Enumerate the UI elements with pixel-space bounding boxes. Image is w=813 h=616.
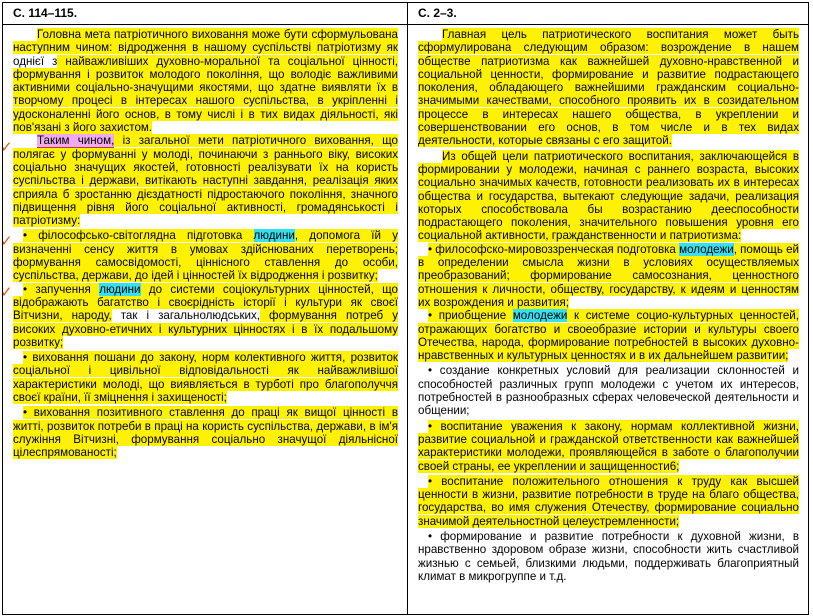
right-list-item-6: • формирование и развитие потребности к духовной жизни, в нравственно здоровом образе жизни, способности жить счастливой жизнью с семьей, близкими людьми, поддерживать благоприятный климат в микрогруппе и т.д. [418,529,799,583]
right-list-item-1: • философско-мировоззренческая подготовка молодежи, помощь ей в определении смысла жизни в условиях осуществляемых преобразований; формирование самосознания, ценностного отношения к личности, обществу, государству, к идеям и ценностям их возрождения и развития; [418,242,799,309]
right-column [408,25,809,615]
comparison-table [2,2,809,615]
right-list-item-2: • приобщение молодежи к системе социо-культурных ценностей, отражающих богатство и своеобразие истории и культуры своего Отечества, народа, формирование потребностей в высоких духовно-нравственных и культурных ценностях и в их дальнейшем развитии; [418,309,799,363]
check-mark-icon: ✓ [0,283,13,301]
right-paragraph-tasks: Из общей цели патриотического воспитания, заключающейся в формировании у молодежи, начиная с раннего возраста, высоких социально значимых качеств, готовности реализовать их в интересах общества и государства, вытекают следующие задачи, реализация которых способствовала бы возрастанию дееспособности подрастающего поколения, значительного повышения уровня его социальной активности, гражданственности и патриотизма: [418,149,799,243]
right-list-item-3: • создание конкретных условий для реализации склонностей и способностей различных групп молодежи с учетом их интересов, потребностей в разнообразных сферах человеческой деятельности и общении; [418,364,799,418]
table-header-row [3,3,809,25]
right-paragraph-main-goal: Главная цель патриотического воспитания может быть сформулирована следующим образом: возрождение в нашем обществе патриотизма как важнейшей духовно-нравственной и социальной ценности, формирование и развитие подрастающего поколения, обладающего важнейшими гражданским социально-значимыми качествами, способного проявить их в созидательном процессе в интересах нашего общества, в укреплении и совершенствовании его основ, в том числе и в тех видах деятельности, которые связаны с его защитой. [418,28,799,148]
check-mark-icon: ✓ [0,232,13,250]
left-column-header: С. 114–115. [3,3,408,25]
right-list-item-4: • воспитание уважения к закону, нормам коллективной жизни, развитие социальной и гражданской ответственности как важнейшей характеристики молодежи, проявляющейся в заботе о благополучии своей страны, ее укреплении и защищенности6; [418,419,799,473]
left-column [3,25,408,615]
left-list-item-2: • запучення людини до системи соціокультурних цінностей, що відображають багатство і своєрідність історії і культури як своєї Вітчизни, народу, так і загальнолюдських, формування потреб у високих духовно-етичних і культурних цінностях і в їх подальшому розвитку; [13,282,398,349]
left-list-item-1: • філософсько-світоглядна підготовка людини, допомога їй у визначенні сенсу життя в умовах здійснюваних перетворень; формування самосвідомості, ціннісного ставлення до особи, суспільства, держави, до ідей і цінностей їх відродження і розвитку; [13,229,398,283]
right-column-header: С. 2–3. [408,3,809,25]
check-mark-icon: ✓ [0,138,13,156]
left-paragraph-tasks: Таким чином, із загальної мети патріотичного виховання, що полягає у формуванні у молоді, починаючи з раннього віку, високих соціально значущих якостей, готовності реалізувати їх на користь суспільства і держави, витікають наступні завдання, реалізація яких сприяла б зростанню дієздатності підростаючого покоління, значного підвищення рівня його соціальної активності, громадянськості і патріотизму: [13,134,398,228]
left-list-item-3: • виховання пошани до закону, норм колективного життя, розвиток соціальної і цивільної відповідальності як найважливішої характеристики молоді, що виявляється в турботі про благополуччя своєї країни, її зміцнення і захищеності; [13,351,398,405]
right-list-item-5: • воспитание положительного отношения к труду как высшей ценности в жизни, развитие потребности в труде на благо общества, государства, во имя служения Отечеству, формирование социально значимой деятельностной целеустремленности; [418,474,799,528]
table-body-row [3,25,809,615]
left-paragraph-main-goal: Головна мета патріотичного виховання може бути сформульована наступним чином: відродження в нашому суспільстві патріотизму як однієї з найважливіших духовно-моральної та соціальної цінності, формування і розвиток молодого покоління, що володіє важливими активними соціально-значущими якостями, що здатне виявляти їх в творчому процесі в інтересах нашого суспільства, в укріпленні і удосконаленні його основ, в тому числі і в тих видах діяльності, які пов'язані з його захистом. [13,28,398,135]
left-list-item-4: • виховання позитивного ставлення до праці як вищої цінності в житті, розвиток потреби в праці на користь суспільства, держави, в ім'я служіння Вітчизні, формування соціально значущої діяльнісної цілеспрямованості; [13,406,398,460]
